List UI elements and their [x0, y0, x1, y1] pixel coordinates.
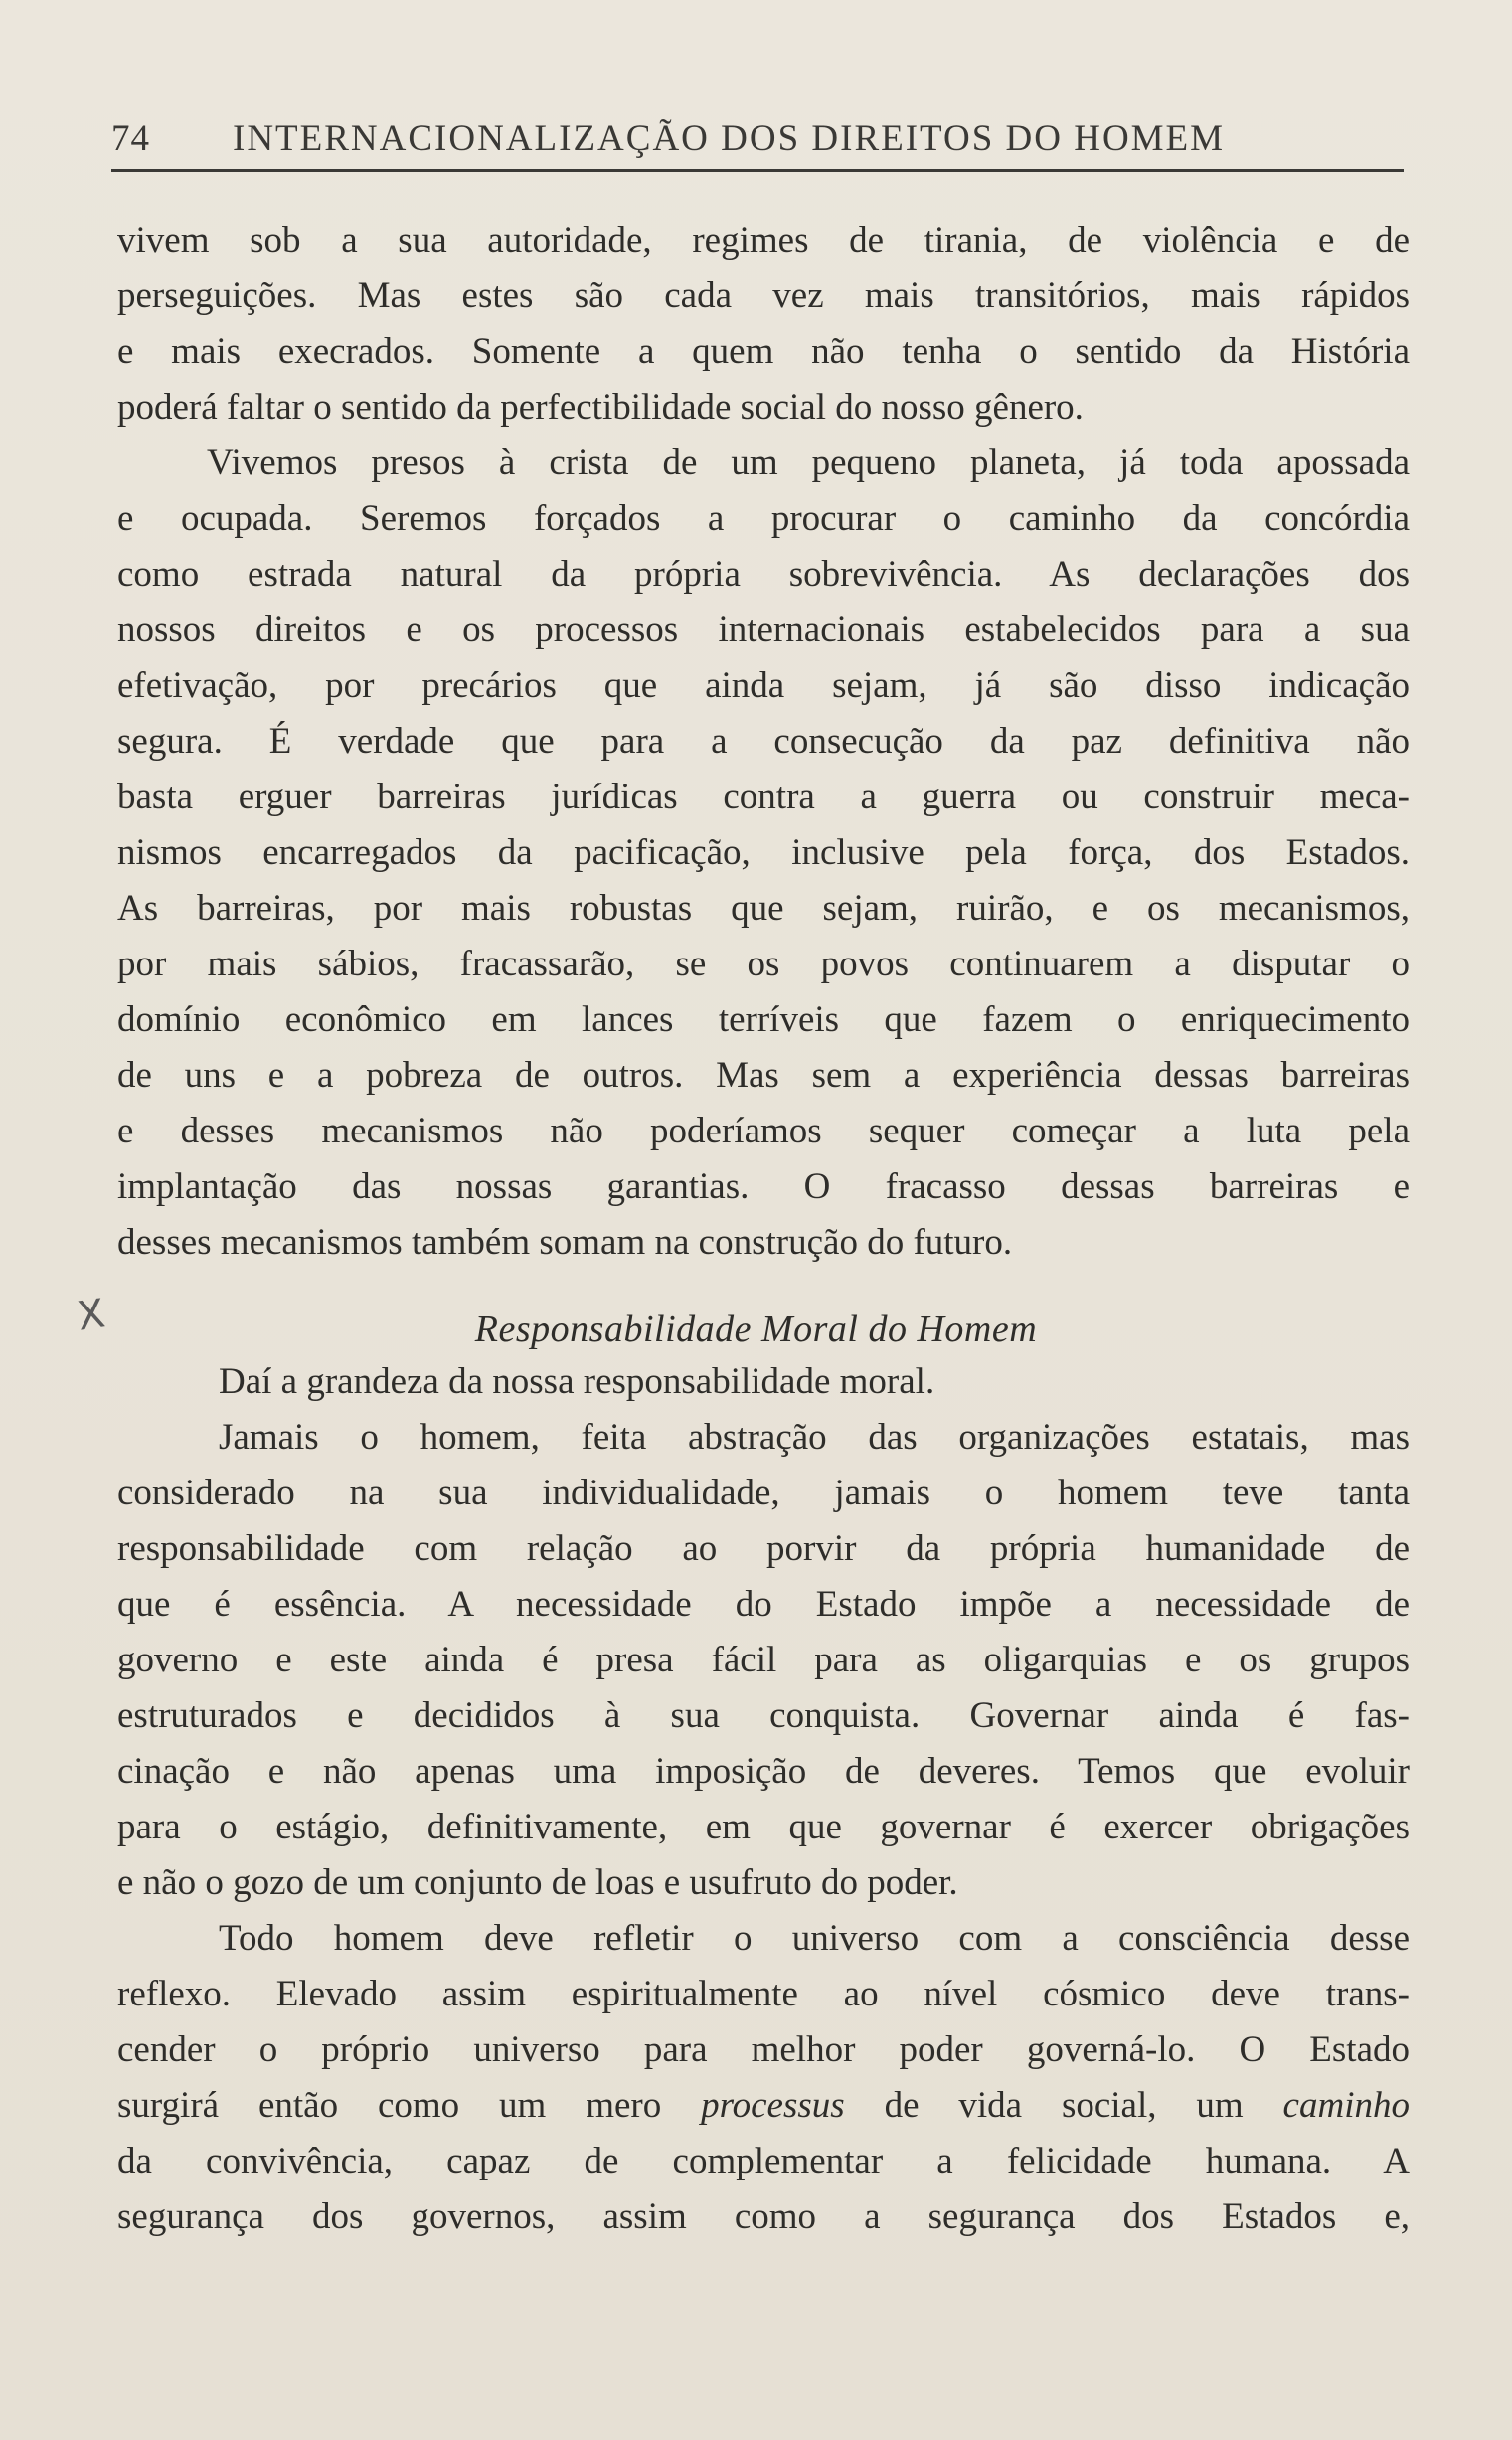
italic-processus: processus	[701, 2085, 845, 2126]
header-rule	[111, 169, 1404, 172]
handwritten-margin-mark: X	[74, 1291, 108, 1340]
text-line: para o estágio, definitivamente, em que governar é exercer obrigações	[117, 1807, 1410, 1847]
italic-caminho: caminho	[1282, 2085, 1410, 2126]
text-line: domínio econômico em lances terríveis que fazem o enriquecimento	[117, 999, 1410, 1040]
text-line: implantação das nossas garantias. O fracasso dessas barreiras e	[117, 1166, 1410, 1207]
text-line: estruturados e decididos à sua conquista. Governar ainda é fas-	[117, 1695, 1410, 1736]
text-line: nismos encarregados da pacificação, inclusive pela força, dos Estados.	[117, 832, 1410, 873]
text-line: considerado na sua individualidade, jamais o homem teve tanta	[117, 1473, 1410, 1513]
text-line: e não o gozo de um conjunto de loas e usufruto do poder.	[117, 1862, 958, 1903]
section-heading: Responsabilidade Moral do Homem	[474, 1308, 1038, 1350]
body-text-section-2	[117, 1354, 1410, 2245]
text-line: responsabilidade com relação ao porvir da própria humanidade de	[117, 1528, 1410, 1569]
text-line: desses mecanismos também somam na construção do futuro.	[117, 1222, 1013, 1263]
text-line: governo e este ainda é presa fácil para as oligarquias e os grupos	[117, 1640, 1410, 1680]
text-line: Todo homem deve refletir o universo com a consciência desse	[219, 1918, 1410, 1959]
text-line: basta erguer barreiras jurídicas contra a guerra ou construir meca-	[117, 777, 1410, 817]
text-line: de uns e a pobreza de outros. Mas sem a experiência dessas barreiras	[117, 1055, 1410, 1096]
running-header	[111, 111, 1404, 171]
text-line: poderá faltar o sentido da perfectibilidade social do nosso gênero.	[117, 387, 1084, 428]
text-line: e desses mecanismos não poderíamos sequer começar a luta pela	[117, 1111, 1410, 1151]
text-line: e mais execrados. Somente a quem não tenha o sentido da História	[117, 331, 1410, 372]
text-line: como estrada natural da própria sobrevivência. As declarações dos	[117, 554, 1410, 595]
text-line: Daí a grandeza da nossa responsabilidade moral.	[219, 1361, 935, 1402]
text-line: reflexo. Elevado assim espiritualmente ao nível cósmico deve trans-	[117, 1974, 1410, 2014]
text-span: de vida social, um	[844, 2085, 1283, 2126]
text-span: surgirá então como um mero	[117, 2085, 702, 2126]
text-line: da convivência, capaz de complementar a felicidade humana. A	[117, 2141, 1410, 2181]
text-line: vivem sob a sua autoridade, regimes de tirania, de violência e de	[117, 220, 1410, 261]
text-line: Jamais o homem, feita abstração das organizações estatais, mas	[219, 1417, 1410, 1458]
text-line: perseguições. Mas estes são cada vez mais transitórios, mais rápidos	[117, 275, 1410, 316]
text-line: Vivemos presos à crista de um pequeno planeta, já toda apossada	[207, 442, 1410, 483]
text-line: nossos direitos e os processos internacionais estabelecidos para a sua	[117, 610, 1410, 650]
text-line: segura. É verdade que para a consecução da paz definitiva não	[117, 721, 1410, 762]
text-line: cinação e não apenas uma imposição de deveres. Temos que evoluir	[117, 1751, 1410, 1792]
text-line: As barreiras, por mais robustas que sejam, ruirão, e os mecanismos,	[117, 888, 1410, 929]
page-number: 74	[111, 118, 150, 159]
text-line-processus	[117, 2078, 1410, 2134]
body-text-section-1	[117, 213, 1410, 1271]
text-line: segurança dos governos, assim como a segurança dos Estados e,	[117, 2196, 1410, 2237]
running-title: INTERNACIONALIZAÇÃO DOS DIREITOS DO HOMEM	[233, 118, 1226, 159]
text-line: e ocupada. Seremos forçados a procurar o caminho da concórdia	[117, 498, 1410, 539]
text-line: que é essência. A necessidade do Estado impõe a necessidade de	[117, 1584, 1410, 1625]
text-line: cender o próprio universo para melhor poder governá-lo. O Estado	[117, 2029, 1410, 2070]
text-line: por mais sábios, fracassarão, se os povos continuarem a disputar o	[117, 944, 1410, 984]
text-line: efetivação, por precários que ainda sejam, já são disso indicação	[117, 665, 1410, 706]
